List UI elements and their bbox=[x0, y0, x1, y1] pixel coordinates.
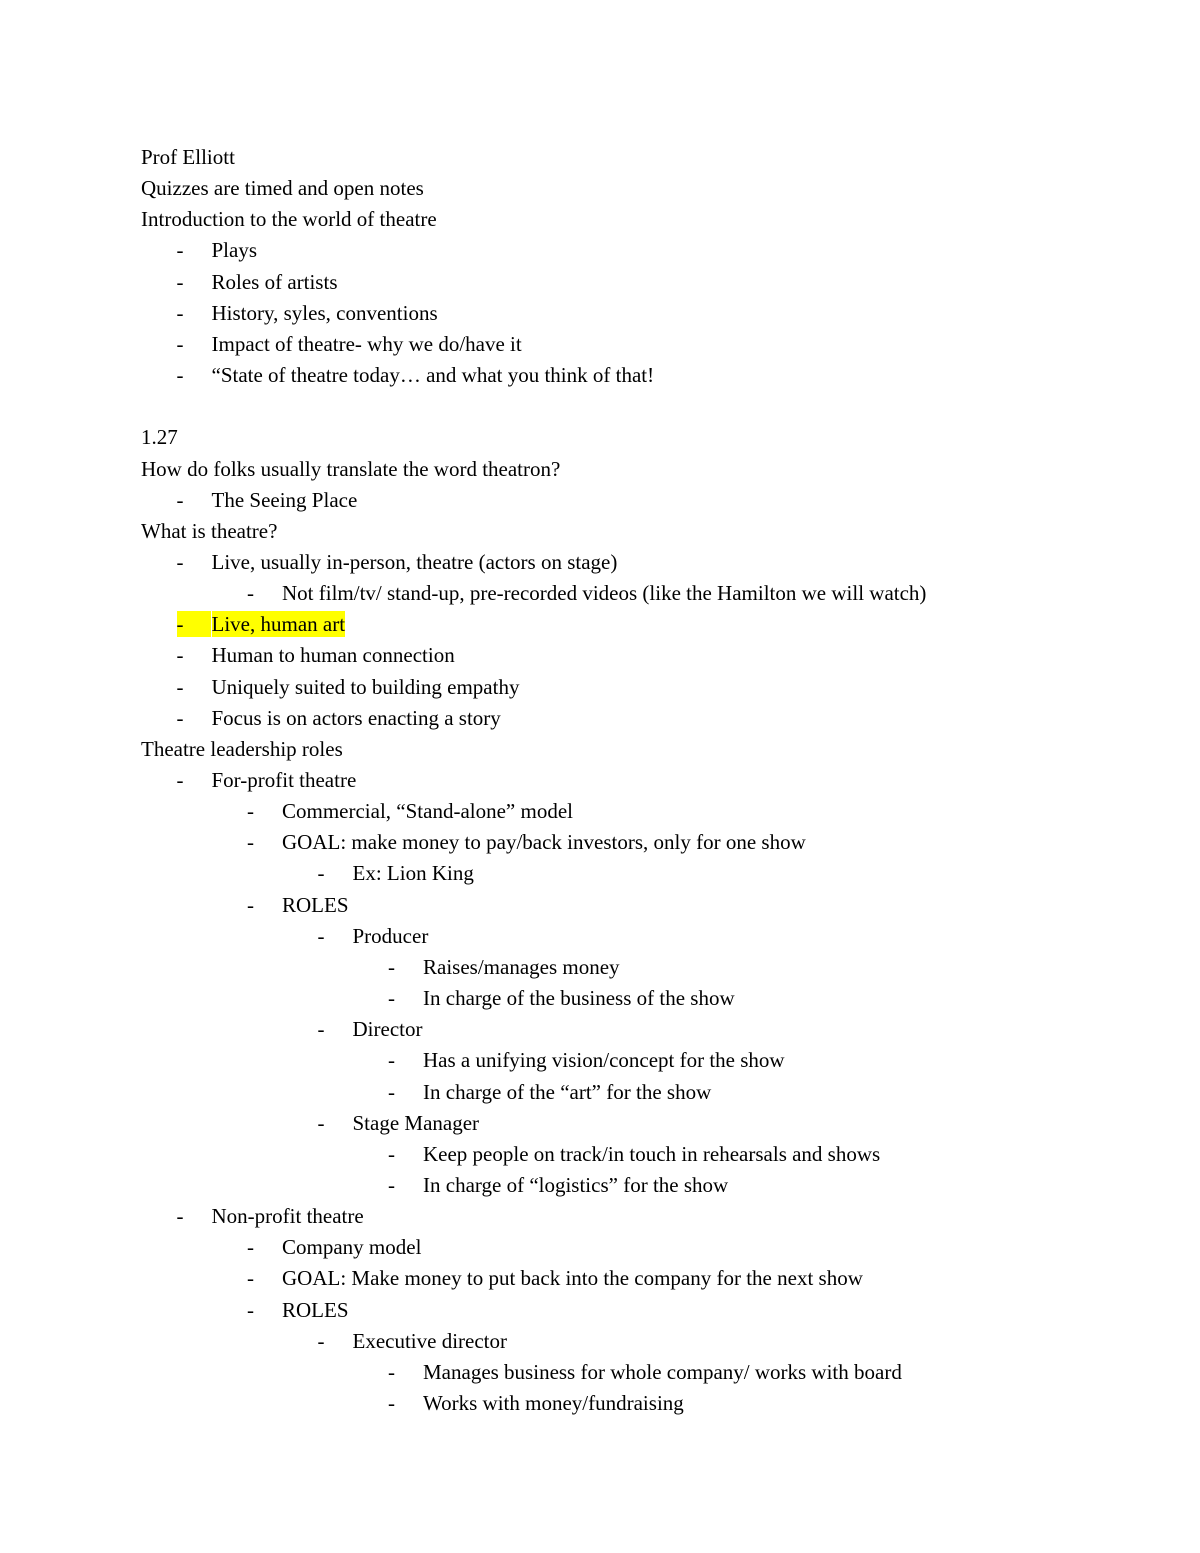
outline-bullet-item bbox=[0, 705, 1200, 731]
outline-line bbox=[0, 206, 1200, 232]
line-text: Works with money/fundraising bbox=[423, 1391, 684, 1415]
outline-bullet-item bbox=[0, 362, 1200, 388]
line-text: GOAL: make money to pay/back investors, only for one show bbox=[282, 830, 806, 855]
line-text: Human to human connection bbox=[211, 643, 455, 668]
line-text: The Seeing Place bbox=[211, 487, 358, 512]
outline-bullet-item bbox=[0, 1141, 1200, 1167]
bullet-dash: - bbox=[388, 1048, 395, 1073]
bullet-dash: - bbox=[388, 1391, 395, 1415]
line-text: Stage Manager bbox=[352, 1110, 480, 1135]
outline-bullet-item bbox=[0, 892, 1200, 918]
line-text: Plays bbox=[211, 238, 258, 263]
line-text: Impact of theatre- why we do/have it bbox=[211, 331, 522, 356]
line-text: Ex: Lion King bbox=[352, 861, 474, 886]
bullet-dash: - bbox=[247, 1235, 254, 1260]
line-text: GOAL: Make money to put back into the company for the next show bbox=[282, 1266, 863, 1291]
outline-bullet-item bbox=[0, 642, 1200, 668]
line-text: Theatre leadership roles bbox=[141, 736, 343, 761]
outline-bullet-item bbox=[0, 549, 1200, 575]
bullet-dash: - bbox=[176, 238, 184, 263]
outline-bullet-item bbox=[0, 1079, 1200, 1105]
outline-line bbox=[0, 424, 1200, 450]
bullet-dash: - bbox=[317, 1328, 325, 1353]
outline-bullet-item bbox=[0, 1297, 1200, 1323]
bullet-dash: - bbox=[388, 1359, 395, 1384]
outline-bullet-item bbox=[0, 331, 1200, 357]
outline-bullet-item bbox=[0, 985, 1200, 1011]
bullet-dash: - bbox=[176, 331, 184, 356]
bullet-dash: - bbox=[176, 1204, 184, 1229]
outline-bullet-item bbox=[0, 1047, 1200, 1073]
outline-line bbox=[0, 144, 1200, 170]
line-text: Roles of artists bbox=[211, 269, 338, 294]
line-text: Prof Elliott bbox=[141, 145, 235, 169]
bullet-dash: - bbox=[388, 954, 395, 979]
outline-line bbox=[0, 393, 1200, 419]
line-text: Producer bbox=[352, 923, 429, 948]
line-text: Manages business for whole company/ works with board bbox=[423, 1359, 902, 1384]
line-text: 1.27 bbox=[141, 425, 178, 450]
line-text: How do folks usually translate the word theatron? bbox=[141, 456, 561, 481]
bullet-dash: - bbox=[247, 1266, 254, 1291]
bullet-dash: - bbox=[317, 1110, 325, 1135]
bullet-dash: - bbox=[176, 674, 184, 699]
outline-line bbox=[0, 456, 1200, 482]
outline-bullet-item bbox=[0, 954, 1200, 980]
outline-bullet-item bbox=[0, 487, 1200, 513]
line-text: “State of theatre today… and what you think of that! bbox=[211, 363, 655, 388]
outline-bullet-item bbox=[0, 269, 1200, 295]
line-text: In charge of “logistics” for the show bbox=[423, 1172, 729, 1197]
outline-bullet-item bbox=[0, 1016, 1200, 1042]
bullet-dash: - bbox=[176, 269, 184, 294]
outline-bullet-item bbox=[0, 580, 1200, 606]
bullet-dash: - bbox=[317, 923, 325, 948]
line-text: Non-profit theatre bbox=[211, 1204, 364, 1229]
line-text: ROLES bbox=[282, 1297, 349, 1322]
outline-bullet-item bbox=[0, 1203, 1200, 1229]
bullet-dash: - bbox=[388, 986, 395, 1011]
line-text: For-profit theatre bbox=[211, 768, 357, 792]
outline-bullet-item bbox=[0, 860, 1200, 886]
bullet-dash: - bbox=[388, 1079, 395, 1104]
line-text: Keep people on track/in touch in rehearsals and shows bbox=[423, 1141, 881, 1166]
bullet-dash: - bbox=[247, 581, 254, 606]
outline-bullet-item bbox=[0, 1172, 1200, 1198]
outline-bullet-item bbox=[0, 923, 1200, 949]
line-text: Company model bbox=[282, 1235, 422, 1260]
bullet-dash: - bbox=[176, 487, 184, 512]
line-text: Uniquely suited to building empathy bbox=[211, 674, 520, 699]
bullet-dash: - bbox=[317, 1017, 325, 1042]
outline-bullet-item bbox=[0, 1265, 1200, 1291]
bullet-dash: - bbox=[247, 892, 254, 917]
outline-bullet-item bbox=[0, 611, 1200, 637]
outline-line bbox=[0, 736, 1200, 762]
bullet-dash: - bbox=[388, 1141, 395, 1166]
line-text: Has a unifying vision/concept for the show bbox=[423, 1048, 785, 1073]
outline-bullet-item bbox=[0, 1328, 1200, 1354]
outline-bullet-item bbox=[0, 1234, 1200, 1260]
outline-bullet-item bbox=[0, 1390, 1200, 1416]
outline-bullet-item bbox=[0, 674, 1200, 700]
line-text: In charge of the “art” for the show bbox=[423, 1079, 712, 1104]
line-text: What is theatre? bbox=[141, 518, 278, 543]
bullet-dash: - bbox=[247, 1297, 254, 1322]
line-text: Quizzes are timed and open notes bbox=[141, 176, 424, 201]
outline-bullet-item bbox=[0, 237, 1200, 263]
bullet-dash: - bbox=[247, 830, 254, 855]
outline-bullet-item bbox=[0, 1359, 1200, 1385]
line-text: ROLES bbox=[282, 892, 349, 917]
bullet-dash: - bbox=[176, 643, 184, 668]
bullet-dash: - bbox=[247, 799, 254, 824]
bullet-dash: - bbox=[176, 363, 184, 388]
line-text: Executive director bbox=[352, 1328, 508, 1353]
line-text: Live, usually in-person, theatre (actors on stage) bbox=[211, 549, 618, 574]
outline-line bbox=[0, 518, 1200, 544]
highlighted-text: Live, human art bbox=[211, 612, 346, 637]
bullet-dash: - bbox=[176, 300, 184, 325]
line-text: Introduction to the world of theatre bbox=[141, 207, 437, 232]
outline-bullet-item bbox=[0, 300, 1200, 326]
bullet-dash: - bbox=[176, 549, 184, 574]
bullet-dash: - bbox=[176, 705, 184, 730]
bullet-dash: - bbox=[388, 1172, 395, 1197]
bullet-dash: - bbox=[177, 611, 211, 637]
outline-bullet-item bbox=[0, 829, 1200, 855]
line-text: In charge of the business of the show bbox=[423, 986, 735, 1011]
line-text: Focus is on actors enacting a story bbox=[211, 705, 501, 730]
line-text: History, syles, conventions bbox=[211, 300, 438, 325]
outline-line bbox=[0, 175, 1200, 201]
outline-bullet-item bbox=[0, 767, 1200, 793]
outline-bullet-item bbox=[0, 798, 1200, 824]
bullet-dash: - bbox=[176, 768, 184, 792]
line-text: Director bbox=[352, 1017, 423, 1042]
line-text: Raises/manages money bbox=[423, 954, 620, 979]
bullet-dash: - bbox=[317, 861, 325, 886]
outline-bullet-item bbox=[0, 1110, 1200, 1136]
line-text: Not film/tv/ stand-up, pre-recorded videos (like the Hamilton we will watch) bbox=[282, 581, 927, 606]
line-text: Commercial, “Stand-alone” model bbox=[282, 799, 573, 824]
